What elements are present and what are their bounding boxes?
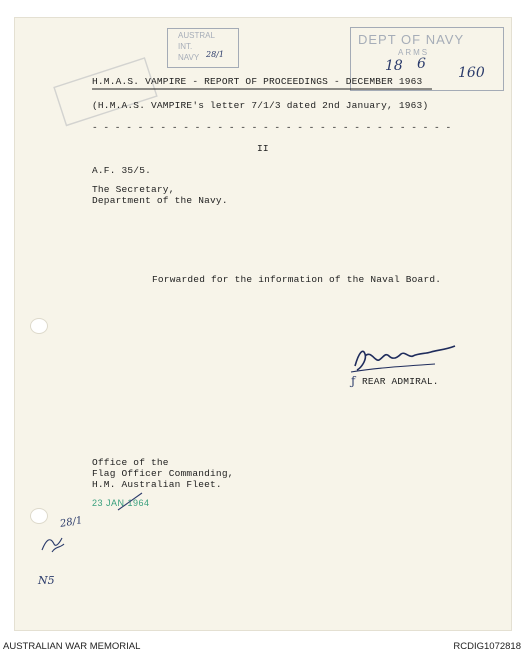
dept-navy-stamp-sub: ARMS bbox=[398, 48, 430, 57]
office-line3: H.M. Australian Fleet. bbox=[92, 479, 222, 490]
punch-hole-top bbox=[30, 318, 48, 334]
addressee-line1: The Secretary, bbox=[92, 184, 175, 195]
handwritten-signature bbox=[345, 342, 465, 376]
footer-archive-name: AUSTRALIAN WAR MEMORIAL bbox=[3, 641, 141, 652]
addressee-line2: Department of the Navy. bbox=[92, 195, 228, 206]
received-stamp-line3: NAVY bbox=[178, 53, 200, 62]
margin-scribble bbox=[38, 522, 98, 558]
margin-initials-bottom: 28/1 bbox=[59, 515, 84, 530]
file-number-2: 6 bbox=[417, 56, 426, 72]
file-number-1: 18 bbox=[385, 58, 403, 74]
dept-navy-stamp-title: DEPT OF NAVY bbox=[358, 32, 465, 47]
date-stamp-strike bbox=[116, 490, 156, 512]
date-stamp: 23 JAN 1964 bbox=[92, 498, 150, 508]
footer-record-id: RCDIG1072818 bbox=[453, 641, 521, 652]
signature-flourish: ƒ bbox=[351, 374, 356, 388]
file-reference: A.F. 35/5. bbox=[92, 165, 152, 176]
office-line2: Flag Officer Commanding, bbox=[92, 468, 234, 479]
heading-underline bbox=[92, 88, 512, 92]
signature-title: REAR ADMIRAL. bbox=[362, 376, 439, 387]
received-stamp-line1: AUSTRAL bbox=[178, 31, 215, 40]
file-number-3: 160 bbox=[458, 65, 485, 81]
section-number: II bbox=[257, 143, 269, 154]
report-subheading: (H.M.A.S. VAMPIRE's letter 7/1/3 dated 2nd January, 1963) bbox=[92, 100, 429, 111]
office-line1: Office of the bbox=[92, 457, 169, 468]
report-heading: H.M.A.S. VAMPIRE - REPORT OF PROCEEDINGS - DECEMBER 1963 bbox=[92, 76, 423, 87]
body-text: Forwarded for the information of the Naval Board. bbox=[152, 274, 442, 285]
received-stamp-line2: INT. bbox=[178, 42, 195, 51]
margin-note-n5: N5 bbox=[38, 574, 55, 587]
stamp-initials: 28/1 bbox=[206, 50, 224, 59]
separator-dashes: - - - - - - - - - - - - - - - - - - - - - - - - - - - - - - - - bbox=[92, 122, 452, 133]
